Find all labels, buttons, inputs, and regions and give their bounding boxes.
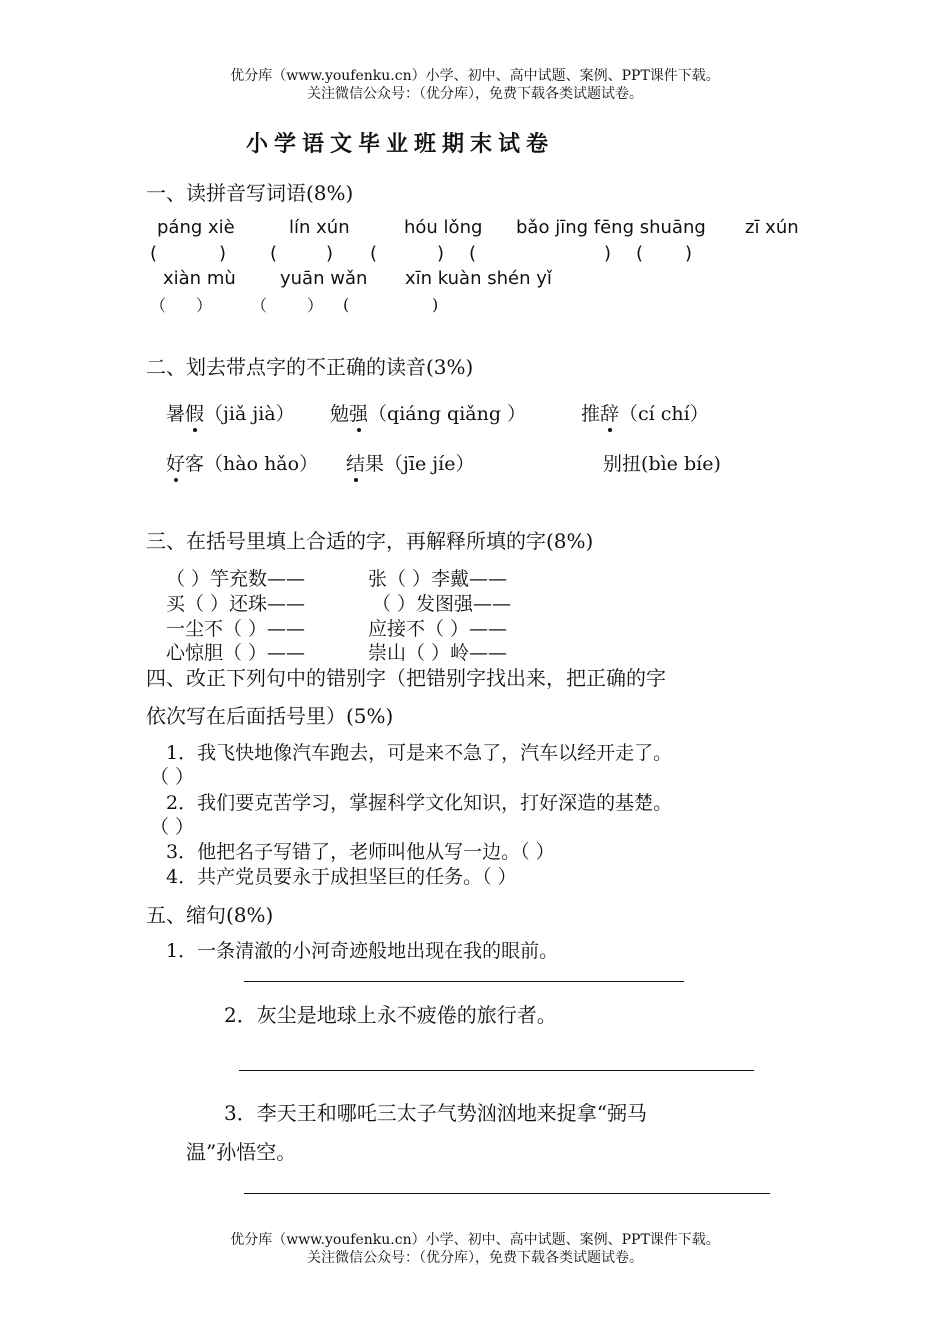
idiom-6: 应接不（ ）——: [368, 618, 508, 640]
pinyin-5: zī xún: [745, 217, 799, 238]
blank-open-6: （: [150, 296, 167, 315]
pinyin-2: lín xún: [289, 217, 350, 238]
s2-item-1-dotted-char: 假: [185, 399, 204, 426]
s2-item-2: [330, 399, 526, 426]
blank-open-2: (: [270, 243, 278, 264]
s2-item-2-reading: （qiáng qiǎng ）: [368, 403, 527, 425]
s5-question-1: 1．一条清澈的小河奇迹般地出现在我的眼前。: [166, 940, 559, 962]
s2-item-6-reading: (bìe bíe): [641, 453, 721, 475]
s2-item-5-reading: （jīe jíe）: [384, 453, 475, 475]
s2-item-6-char-1: 别: [603, 453, 623, 475]
footer-line-2: 关注微信公众号：（优分库），免费下载各类试题试卷。: [307, 1250, 643, 1266]
s2-item-6-char-2: 扭: [622, 453, 642, 475]
s2-item-4-reading: （hào hǎo）: [204, 453, 319, 475]
blank-open-5: (: [636, 243, 644, 264]
section-2-heading: 二、划去带点字的不正确的读音(3%): [146, 355, 474, 379]
s2-item-3-reading: （cí chí）: [619, 403, 709, 425]
s2-item-4: [166, 449, 318, 476]
blank-open-7: （: [251, 296, 268, 315]
blank-close-2: ): [326, 243, 334, 264]
s2-item-1-reading: （jiǎ jià）: [204, 403, 295, 425]
pinyin-4: bǎo jīng fēng shuāng: [516, 217, 706, 238]
s2-item-2-char: 勉: [330, 403, 350, 425]
s2-item-5: [346, 449, 475, 476]
s4-item-1: 1．我飞快地像汽车跑去，可是来不急了，汽车以经开走了。: [166, 742, 673, 764]
blank-open-3: (: [370, 243, 378, 264]
blank-open-1: (: [150, 243, 158, 264]
s2-item-3-dotted-char: 辞: [600, 399, 619, 426]
s2-item-1-char: 暑: [166, 403, 186, 425]
pinyin-7: yuān wǎn: [280, 268, 368, 289]
s2-item-3: [581, 399, 709, 426]
s4-item-2-answer: （ ）: [150, 816, 195, 838]
s2-item-5-dotted-char: 结: [346, 449, 365, 476]
blank-close-6: ）: [196, 296, 213, 315]
s2-item-4-dotted-char: 好: [166, 449, 185, 476]
blank-close-4: ): [604, 243, 612, 264]
blank-close-1: ): [219, 243, 227, 264]
s4-item-3: 3．他把名子写错了，老师叫他从写一边。（ ）: [166, 841, 555, 863]
pinyin-8: xīn kuàn shén yǐ: [405, 268, 552, 289]
answer-line-1[interactable]: [244, 981, 684, 982]
s5-question-3-line-2: 温”孙悟空。: [186, 1140, 297, 1164]
idiom-2: 张（ ）李戴——: [368, 568, 508, 590]
section-1-heading: 一、读拼音写词语(8%): [146, 181, 354, 205]
section-4-heading-1: 四、改正下列句中的错别字（把错别字找出来，把正确的字: [146, 666, 666, 690]
blank-close-5: ): [685, 243, 693, 264]
idiom-4: （ ）发图强——: [372, 593, 512, 615]
idiom-1: （ ）竽充数——: [166, 568, 306, 590]
blank-open-4: (: [469, 243, 477, 264]
s4-item-4: 4．共产党员要永于成担坚巨的任务。（ ）: [166, 866, 517, 888]
s2-item-5-char: 果: [365, 453, 385, 475]
s5-question-2: 2．灰尘是地球上永不疲倦的旅行者。: [224, 1003, 557, 1027]
blank-close-7: ）: [307, 296, 324, 315]
idiom-8: 崇山（ ）岭——: [368, 642, 508, 664]
section-4-heading-2: 依次写在后面括号里）(5%): [146, 704, 394, 728]
idiom-7: 心惊胆（ ）——: [166, 642, 306, 664]
s2-item-6: [603, 449, 721, 476]
s5-question-3-line-1: 3．李天王和哪吒三太子气势汹汹地来捉拿“弼马: [224, 1101, 647, 1125]
pinyin-1: páng xiè: [157, 217, 235, 238]
s4-item-2: 2．我们要克苦学习，掌握科学文化知识，打好深造的基楚。: [166, 792, 673, 814]
s2-item-1: [166, 399, 295, 426]
s2-item-2-dotted-char: 强: [349, 399, 368, 426]
answer-line-3[interactable]: [244, 1193, 770, 1194]
answer-line-2[interactable]: [239, 1070, 754, 1071]
blank-open-8: (: [343, 295, 350, 314]
s2-item-3-char: 推: [581, 403, 601, 425]
header-line-1: 优分库（www.youfenku.cn）小学、初中、高中试题、案例、PPT课件下载。: [230, 68, 720, 84]
s2-item-4-char: 客: [185, 453, 205, 475]
idiom-3: 买（ ）还珠——: [166, 593, 306, 615]
section-3-heading: 三、在括号里填上合适的字，再解释所填的字(8%): [146, 529, 594, 553]
blank-close-3: ): [437, 243, 445, 264]
header-line-2: 关注微信公众号：（优分库），免费下载各类试题试卷。: [307, 86, 643, 102]
idiom-5: 一尘不（ ）——: [166, 618, 306, 640]
blank-close-8: ): [432, 295, 439, 314]
section-5-heading: 五、缩句(8%): [146, 903, 274, 927]
footer-line-1: 优分库（www.youfenku.cn）小学、初中、高中试题、案例、PPT课件下载。: [230, 1232, 720, 1248]
pinyin-3: hóu lǒng: [404, 217, 483, 238]
page-title: 小学语文毕业班期末试卷: [246, 131, 555, 157]
s4-item-1-answer: （ ）: [150, 766, 195, 788]
pinyin-6: xiàn mù: [163, 268, 236, 289]
